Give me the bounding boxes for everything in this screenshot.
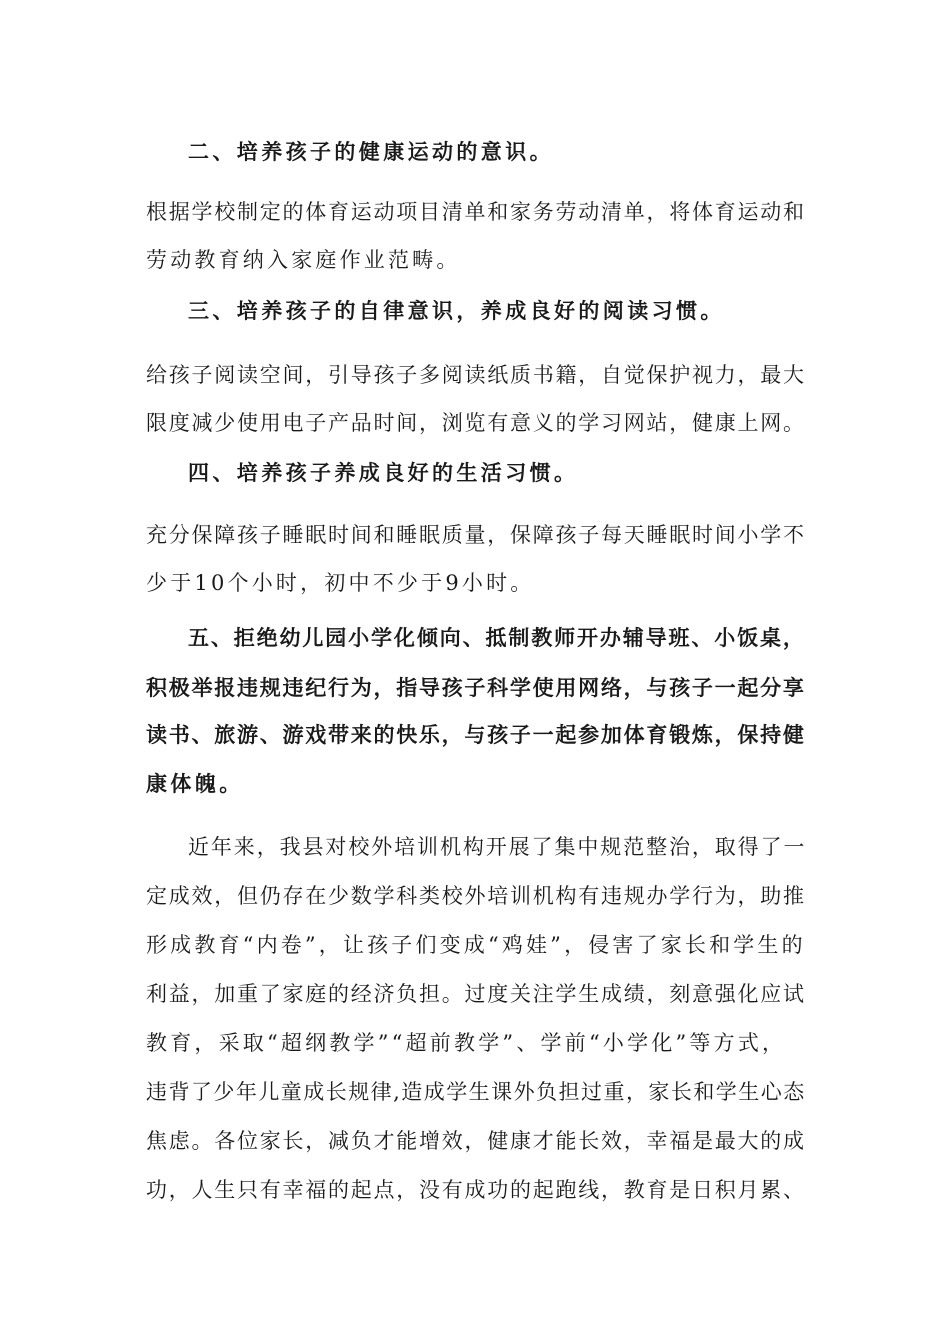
paragraph-line: 给孩子阅读空间，引导孩子多阅读纸质书籍，自觉保护视力，最大 (146, 363, 806, 387)
heading-section-5-line: 康体魄。 (146, 771, 244, 796)
paragraph-line: 劳动教育纳入家庭作业范畴。 (146, 248, 461, 272)
paragraph-line: 限度减少使用电子产品时间，浏览有意义的学习网站，健康上网。 (146, 411, 806, 435)
paragraph-line: 功，人生只有幸福的起点，没有成功的起跑线，教育是日积月累、 (146, 1178, 806, 1202)
paragraph-line: 充分保障孩子睡眠时间和睡眠质量，保障孩子每天睡眠时间小学不 (146, 523, 806, 547)
paragraph-line: 违背了少年儿童成长规律,造成学生课外负担过重，家长和学生心态 (146, 1080, 806, 1104)
heading-section-2: 二、培养孩子的健康运动的意识。 (188, 139, 554, 164)
heading-section-5: 五、拒绝幼儿园小学化倾向、抵制教师开办辅导班、小饭桌， (188, 625, 806, 650)
paragraph-line: 定成效，但仍存在少数学科类校外培训机构有违规办学行为，助推 (146, 884, 806, 908)
heading-section-5-line: 读书、旅游、游戏带来的快乐，与孩子一起参加体育锻炼，保持健 (146, 722, 806, 747)
paragraph-line: 利益，加重了家庭的经济负担。过度关注学生成绩，刻意强化应试 (146, 982, 806, 1006)
paragraph-line: 形成教育“内卷”，让孩子们变成“鸡娃”，侵害了家长和学生的 (146, 933, 806, 957)
paragraph-line: 根据学校制定的体育运动项目清单和家务劳动清单，将体育运动和 (146, 200, 806, 224)
paragraph-line: 近年来，我县对校外培训机构开展了集中规范整治，取得了一 (188, 835, 807, 859)
paragraph-line: 焦虑。各位家长，减负才能增效，健康才能长效，幸福是最大的成 (146, 1129, 806, 1153)
heading-section-5-line: 积极举报违规违纪行为，指导孩子科学使用网络，与孩子一起分享 (146, 675, 806, 700)
heading-section-3: 三、培养孩子的自律意识，养成良好的阅读习惯。 (188, 298, 725, 323)
paragraph-line: 少于10个小时，初中不少于9小时。 (146, 571, 535, 595)
paragraph-line: 教育，采取“超纲教学”“超前教学”、学前“小学化”等方式， (146, 1031, 787, 1055)
heading-section-4: 四、培养孩子养成良好的生活习惯。 (188, 460, 579, 485)
